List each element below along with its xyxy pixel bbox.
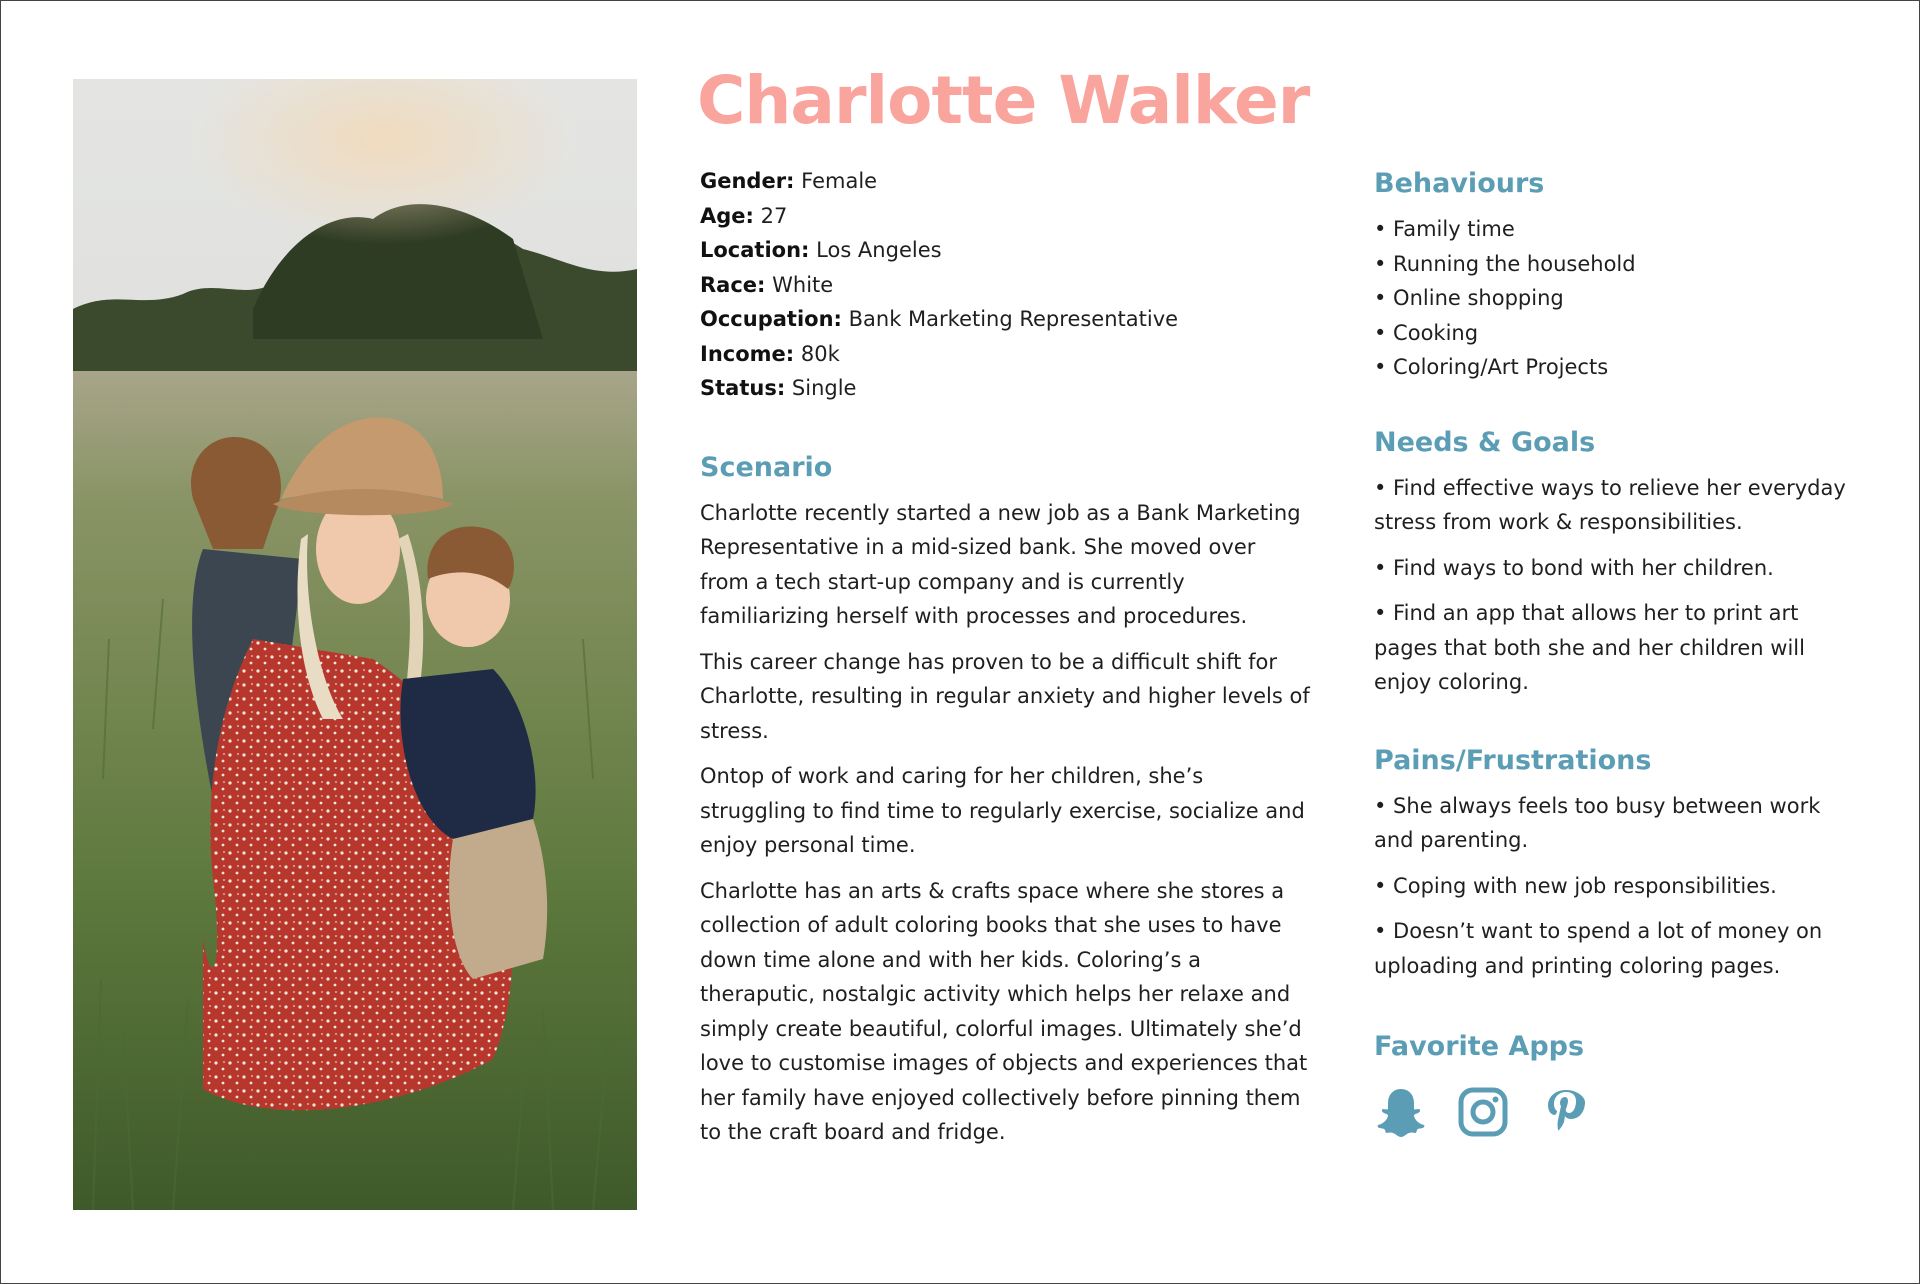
fact-status: Status: Single bbox=[700, 376, 857, 400]
persona-photo bbox=[73, 79, 637, 1210]
list-item: • Running the household bbox=[1374, 251, 1636, 276]
behaviours-heading: Behaviours bbox=[1374, 168, 1545, 199]
scenario-paragraph: Ontop of work and caring for her children, she’s struggling to find time to regularly exercise, socialize and enjoy personal time. bbox=[700, 764, 1305, 857]
pains-frustrations-list bbox=[1374, 789, 1854, 984]
list-item: • Coloring/Art Projects bbox=[1374, 355, 1609, 379]
persona-facts bbox=[700, 164, 1310, 406]
instagram-icon bbox=[1456, 1085, 1510, 1139]
pinterest-icon bbox=[1538, 1085, 1592, 1139]
pains-frustrations-heading: Pains/Frustrations bbox=[1374, 744, 1652, 776]
scenario-heading: Scenario bbox=[700, 451, 833, 483]
list-item: • Find effective ways to relieve her everyday stress from work & responsibilities. bbox=[1374, 475, 1846, 534]
list-item: • Cooking bbox=[1374, 320, 1479, 345]
list-item: • Find an app that allows her to print art pages that both she and her children will enjoy coloring. bbox=[1374, 601, 1805, 694]
behaviours-list bbox=[1374, 212, 1854, 385]
list-item: • Find ways to bond with her children. bbox=[1374, 555, 1774, 580]
persona-traits-column bbox=[1374, 166, 1854, 1139]
scenario-paragraph: Charlotte recently started a new job as a Bank Marketing Representative in a mid-sized bank. She moved over from a tech start-up company and is currently familiarizing herself with processes and procedures. bbox=[700, 500, 1301, 628]
persona-details-column bbox=[700, 164, 1310, 1150]
needs-goals-heading: Needs & Goals bbox=[1374, 426, 1596, 458]
list-item: • She always feels too busy between work and parenting. bbox=[1374, 793, 1821, 852]
persona-name: Charlotte Walker bbox=[697, 62, 1310, 139]
list-item: • Family time bbox=[1374, 217, 1515, 241]
fact-age: Age: 27 bbox=[700, 203, 788, 228]
snapchat-icon bbox=[1374, 1085, 1428, 1139]
favorite-apps-heading: Favorite Apps bbox=[1374, 1031, 1585, 1062]
list-item: • Coping with new job responsibilities. bbox=[1374, 873, 1777, 898]
fact-income: Income: 80k bbox=[700, 341, 840, 366]
list-item: • Online shopping bbox=[1374, 286, 1564, 310]
fact-location: Location: Los Angeles bbox=[700, 238, 942, 262]
fact-occupation: Occupation: Bank Marketing Representative bbox=[700, 307, 1179, 331]
needs-goals-list bbox=[1374, 471, 1854, 700]
scenario-paragraph: Charlotte has an arts & crafts space where she stores a collection of adult coloring books that she uses to have down time alone and with her kids. Coloring’s a theraputic, nostalgic activity which helps her relaxe and simply create beautiful, colorful images. Ultimately she’d love to customise images of objects and experiences that her family have enjoyed collectively before pinning them to the craft board and fridge. bbox=[700, 878, 1308, 1144]
scenario-paragraph: This career change has proven to be a difficult shift for Charlotte, resulting in regular anxiety and higher levels of stress. bbox=[700, 649, 1310, 743]
fact-race: Race: White bbox=[700, 272, 834, 297]
favorite-apps-icons bbox=[1374, 1085, 1854, 1139]
fact-gender: Gender: Female bbox=[700, 169, 878, 193]
list-item: • Doesn’t want to spend a lot of money on uploading and printing coloring pages. bbox=[1374, 919, 1823, 978]
